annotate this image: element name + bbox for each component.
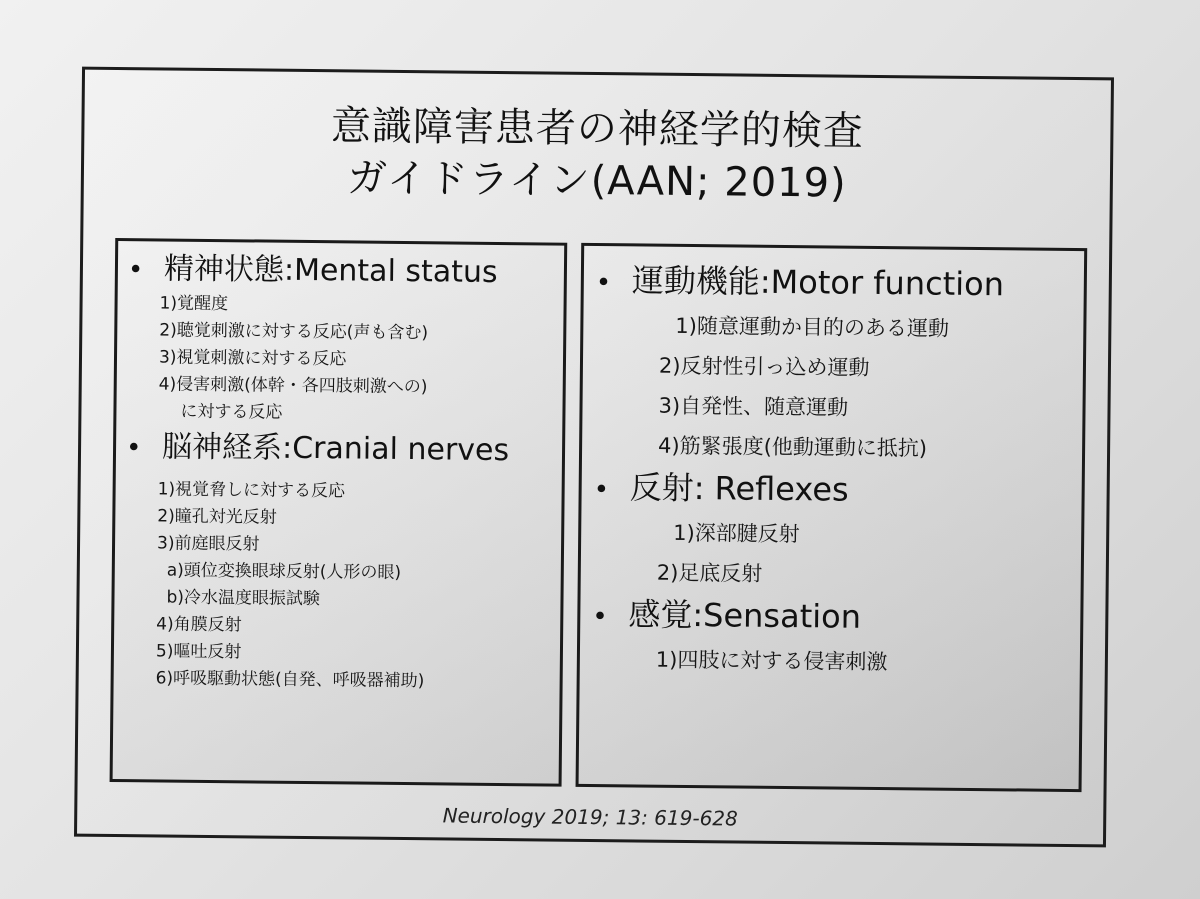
list-item: 5)嘔吐反射 [155,641,242,663]
left-panel [110,238,568,787]
list-item: 6)呼吸駆動状態(自発、呼吸器補助) [155,668,425,692]
title-line-1: 意識障害患者の神経学的検査 [330,103,865,155]
list-item: 3)視覚刺激に対する反応 [158,347,347,370]
bullet-icon: • [127,255,144,286]
slide-frame [74,67,1114,848]
list-item: 4)侵害刺激(体幹・各四肢刺激への) [158,374,428,398]
list-item: 1)覚醒度 [159,293,229,315]
bullet-icon: • [125,433,142,464]
section-heading-mental-status [128,249,511,294]
bullet-icon: • [595,268,612,299]
list-item: 4)筋緊張度(他動運動に抵抗) [657,433,928,461]
right-panel [576,243,1088,792]
heading-label: 運動機能:Motor function [631,261,1005,304]
left-panel-content [124,249,512,696]
heading-label: 感覚:Sensation [628,595,862,636]
heading-label: 反射: Reflexes [629,468,849,509]
section-heading-reflexes [593,465,1002,516]
list-item: 3)前庭眼反射 [156,533,260,555]
section-heading-motor-function [596,258,1005,309]
heading-label: 精神状態:Mental status [163,251,498,290]
list-item: a)頭位変換眼球反射(人形の眼) [166,560,402,583]
list-item: b)冷水温度眼振試験 [166,587,321,610]
list-item: 2)瞳孔対光反射 [157,506,277,528]
right-panel-content [592,258,1005,683]
list-item: 4)角膜反射 [156,614,242,636]
list-item: 3)自発性、随意運動 [658,393,849,420]
bullet-icon: • [592,601,608,633]
list-item: 2)足底反射 [656,560,763,586]
list-item: 1)深部腱反射 [673,520,800,547]
section-heading-sensation [592,592,1001,643]
citation: Neurology 2019; 13: 619-628 [442,803,738,831]
list-item: 1)視覚脅しに対する反応 [157,479,346,502]
list-item: 1)随意運動か目的のある運動 [675,313,950,341]
list-item: に対する反応 [180,401,283,423]
list-item: 1)四肢に対する侵害刺激 [655,647,888,675]
title-line-2: ガイドライン(AAN; 2019) [346,155,847,207]
list-item: 2)反射性引っ込め運動 [658,353,870,380]
bullet-icon: • [593,474,610,506]
list-item: 2)聴覚刺激に対する反応(声も含む) [159,320,429,344]
heading-label: 脳神経系:Cranial nerves [161,429,510,469]
slide-title [84,98,1111,213]
section-heading-cranial-nerves [126,427,509,472]
